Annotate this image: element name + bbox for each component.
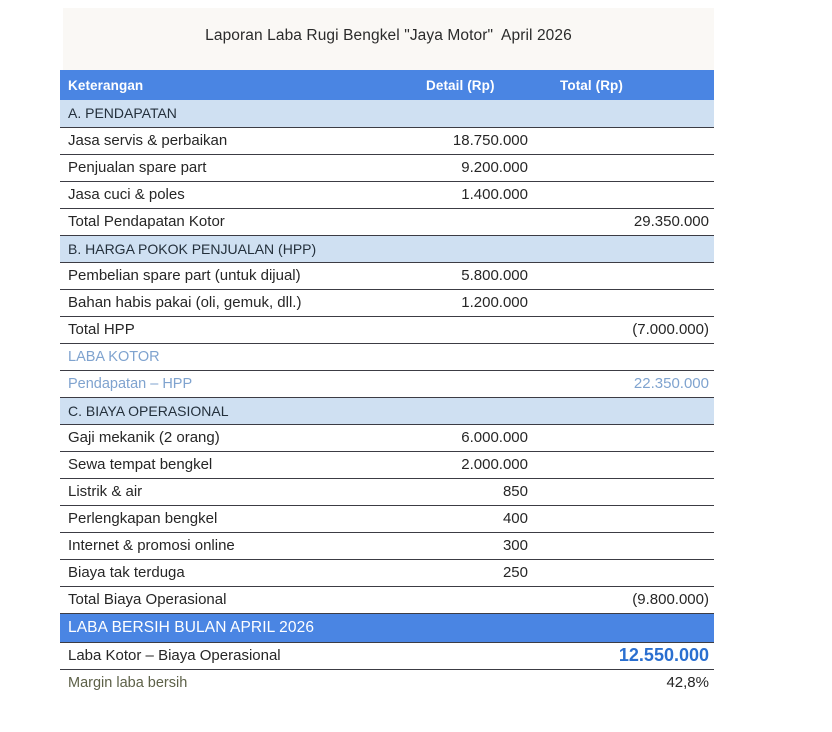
cell-keterangan: B. HARGA POKOK PENJUALAN (HPP) — [60, 235, 714, 262]
cell-detail: 850 — [420, 478, 542, 505]
cell-total — [542, 532, 714, 559]
cell-total — [542, 181, 714, 208]
cell-keterangan: Margin laba bersih — [68, 674, 188, 691]
cell-keterangan: Internet & promosi online — [60, 532, 420, 559]
cell-keterangan: Pendapatan – HPP — [60, 370, 420, 397]
cell-detail: 250 — [420, 559, 542, 586]
cell-detail: 9.200.000 — [420, 154, 542, 181]
cell-total: 29.350.000 — [542, 208, 714, 235]
cell-total — [542, 262, 714, 289]
cell-keterangan: Jasa servis & perbaikan — [60, 127, 420, 154]
cell-keterangan: Perlengkapan bengkel — [60, 505, 420, 532]
table-row — [60, 100, 714, 127]
table-row — [60, 559, 714, 586]
page-title: Laporan Laba Rugi Bengkel "Jaya Motor" April 2026 — [205, 27, 572, 44]
table-row — [60, 262, 714, 289]
cell-total — [542, 127, 714, 154]
table-row — [60, 154, 714, 181]
table-row — [60, 669, 714, 696]
cell-total — [542, 451, 714, 478]
cell-total: (7.000.000) — [542, 316, 714, 343]
table-row — [60, 613, 714, 642]
cell-keterangan: Bahan habis pakai (oli, gemuk, dll.) — [60, 289, 420, 316]
table-row — [60, 586, 714, 613]
cell-keterangan: Pembelian spare part (untuk dijual) — [60, 262, 420, 289]
table-row — [60, 478, 714, 505]
cell-detail: 18.750.000 — [420, 127, 542, 154]
cell-keterangan: Total HPP — [60, 316, 420, 343]
cell-keterangan: C. BIAYA OPERASIONAL — [60, 397, 714, 424]
cell-keterangan: A. PENDAPATAN — [60, 100, 714, 127]
column-header-total: Total (Rp) — [542, 70, 714, 100]
cell-keterangan: Gaji mekanik (2 orang) — [60, 424, 420, 451]
cell-detail — [420, 370, 542, 397]
report-title-band — [63, 8, 714, 70]
cell-detail: 5.800.000 — [420, 262, 542, 289]
cell-total — [542, 478, 714, 505]
table-row — [60, 397, 714, 424]
table-row — [60, 532, 714, 559]
profit-loss-table — [60, 70, 714, 696]
table-row — [60, 370, 714, 397]
cell-detail — [420, 669, 542, 696]
table-row — [60, 424, 714, 451]
cell-total — [542, 424, 714, 451]
column-header-detail: Detail (Rp) — [420, 70, 542, 100]
cell-total — [542, 289, 714, 316]
cell-total — [542, 154, 714, 181]
cell-total — [542, 505, 714, 532]
table-row — [60, 316, 714, 343]
cell-keterangan: LABA KOTOR — [60, 343, 420, 370]
cell-detail — [420, 642, 542, 669]
table-row — [60, 343, 714, 370]
cell-detail — [420, 343, 542, 370]
cell-detail: 1.400.000 — [420, 181, 542, 208]
cell-total: 12.550.000 — [542, 642, 714, 669]
cell-keterangan: Jasa cuci & poles — [60, 181, 420, 208]
cell-keterangan: Total Pendapatan Kotor — [60, 208, 420, 235]
table-row — [60, 208, 714, 235]
cell-detail — [420, 316, 542, 343]
cell-detail: 400 — [420, 505, 542, 532]
cell-total: 22.350.000 — [542, 370, 714, 397]
cell-detail: 1.200.000 — [420, 289, 542, 316]
cell-keterangan: Biaya tak terduga — [60, 559, 420, 586]
table-header-row — [60, 70, 714, 100]
table-row — [60, 235, 714, 262]
cell-detail: 300 — [420, 532, 542, 559]
cell-keterangan: Penjualan spare part — [60, 154, 420, 181]
table-body — [60, 70, 714, 696]
table-row — [60, 127, 714, 154]
cell-keterangan: Listrik & air — [60, 478, 420, 505]
table-row — [60, 181, 714, 208]
cell-keterangan: Sewa tempat bengkel — [60, 451, 420, 478]
cell-keterangan: Laba Kotor – Biaya Operasional — [60, 642, 420, 669]
cell-total: (9.800.000) — [542, 586, 714, 613]
cell-detail — [420, 586, 542, 613]
cell-detail — [420, 208, 542, 235]
cell-total: 42,8% — [666, 674, 709, 692]
cell-keterangan: Total Biaya Operasional — [60, 586, 420, 613]
table-row — [60, 505, 714, 532]
table-row — [60, 451, 714, 478]
table-row — [60, 289, 714, 316]
cell-detail: 2.000.000 — [420, 451, 542, 478]
column-header-keterangan: Keterangan — [60, 70, 420, 100]
cell-detail: 6.000.000 — [420, 424, 542, 451]
cell-keterangan: LABA BERSIH BULAN APRIL 2026 — [60, 613, 714, 642]
cell-total — [542, 559, 714, 586]
table-row — [60, 642, 714, 669]
cell-total — [542, 343, 714, 370]
